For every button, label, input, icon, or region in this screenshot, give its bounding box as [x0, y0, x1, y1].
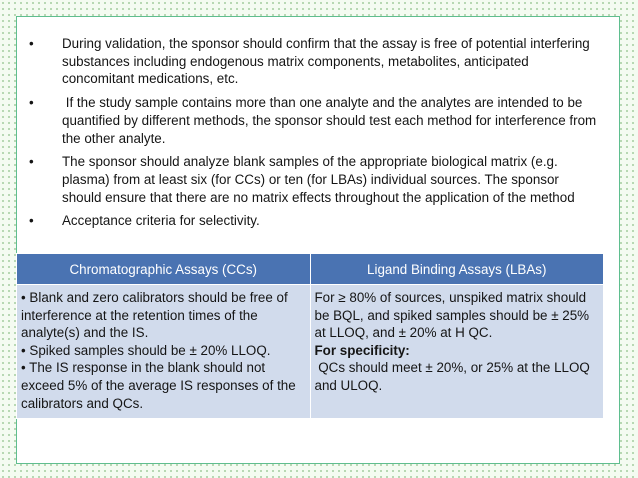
bullet-dot-icon: • — [29, 36, 34, 51]
selectivity-criteria-table — [16, 253, 604, 419]
bullet-text-2: If the study sample contains more than one analyte and the analytes are intended to be quantified by different methods, the sponsor should test each method for interference from the other analyte. — [62, 95, 600, 146]
table-row — [17, 285, 604, 419]
bullet-item-3 — [29, 153, 599, 206]
bullet-dot-icon: • — [29, 95, 34, 111]
bullet-text-4: Acceptance criteria for selectivity. — [62, 213, 260, 229]
cc-criteria-cell — [17, 285, 311, 419]
bullet-item-2 — [29, 94, 599, 147]
header-ligand-binding-assays: Ligand Binding Assays (LBAs) — [310, 254, 604, 285]
bullet-text-3: The sponsor should analyze blank samples of the appropriate biological matrix (e.g. plasma) from at least six (for CCs) or ten (for LBAs) individual sources. The sponsor should ensure that there are no matrix effects throughout the application of the method — [62, 154, 575, 205]
cc-criteria-line-2: • Spiked samples should be ± 20% LLOQ. — [21, 342, 271, 358]
selectivity-criteria-table-wrap — [16, 253, 604, 419]
bullet-list — [29, 35, 599, 236]
table-header-row — [17, 254, 604, 285]
bullet-text-1: During validation, the sponsor should confirm that the assay is free of potential interfering substances including endogenous matrix components, metabolites, anticipated concomitant medications, etc. — [62, 36, 590, 87]
lba-specificity-text: QCs should meet ± 20%, or 25% at the LLOQ and ULOQ. — [314, 360, 594, 393]
cc-criteria-line-1: • Blank and zero calibrators should be free of interference at the retention times of the analyte(s) and the IS. — [21, 290, 288, 341]
bullet-item-1 — [29, 35, 599, 88]
lba-criteria-cell — [310, 285, 604, 419]
bullet-item-4 — [29, 212, 599, 230]
cc-criteria-line-3: • The IS response in the blank should not exceed 5% of the average IS responses of the calibrators and QCs. — [21, 360, 296, 411]
bullet-dot-icon: • — [29, 154, 34, 170]
bullet-dot-icon: • — [29, 213, 34, 229]
lba-specificity-label: For specificity: — [314, 342, 410, 358]
lba-criteria-text: For ≥ 80% of sources, unspiked matrix should be BQL, and spiked samples should be ± 25% at LLOQ, and ± 20% at H QC. — [314, 290, 590, 341]
header-chromatographic-assays: Chromatographic Assays (CCs) — [17, 254, 311, 285]
